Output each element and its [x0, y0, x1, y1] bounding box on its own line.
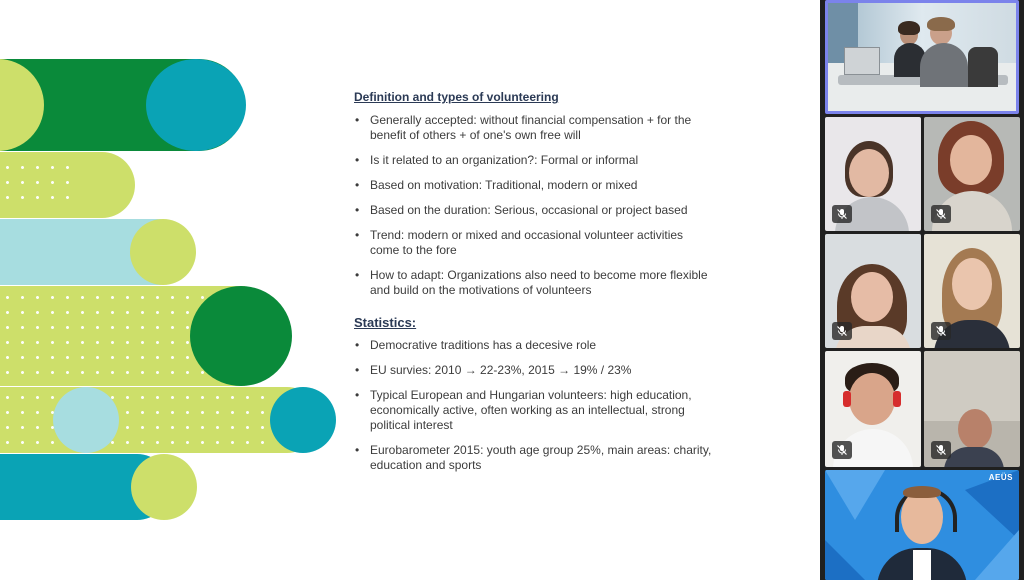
brand-logo: AEÜS: [988, 473, 1013, 482]
video-tile-participant[interactable]: [825, 234, 921, 348]
dot-pattern: [0, 160, 75, 210]
list-item: • Generally accepted: without financial compensation + for the benefit of others + of one's own free will: [354, 113, 714, 143]
video-tile-participant[interactable]: [924, 351, 1020, 467]
microphone-muted-icon: [832, 322, 852, 340]
list-item: • Trend: modern or mixed and occasional volunteer activities come to the fore: [354, 228, 714, 258]
microphone-muted-icon: [931, 322, 951, 340]
dot-pattern: [0, 390, 270, 450]
circle-teal: [146, 59, 246, 151]
participant-gallery: [820, 0, 1024, 580]
statistics-list: [354, 338, 714, 473]
microphone-muted-icon: [832, 205, 852, 223]
video-tile-room[interactable]: [825, 0, 1019, 114]
microphone-muted-icon: [832, 441, 852, 459]
list-item: • Typical European and Hungarian volunteers: high education, economically active, often working as an intellectual, strong political interest: [354, 388, 714, 433]
microphone-muted-icon: [931, 205, 951, 223]
list-item: • How to adapt: Organizations also need to become more flexible and build on the motivations of volunteers: [354, 268, 714, 298]
circle-lime: [130, 219, 196, 285]
list-item: • Based on the duration: Serious, occasional or project based: [354, 203, 714, 218]
definition-heading: Definition and types of volunteering: [354, 90, 559, 104]
statistics-heading: Statistics:: [354, 315, 417, 330]
laptop-icon: [844, 47, 880, 75]
circle-dark-green: [190, 286, 292, 386]
video-tile-participant[interactable]: [825, 117, 921, 231]
circle-teal: [270, 387, 336, 453]
video-tile-participant[interactable]: [924, 234, 1020, 348]
circle-light-teal: [53, 387, 119, 453]
circle-lime: [131, 454, 197, 520]
slide-text: [354, 90, 714, 483]
list-item: • Is it related to an organization?: Formal or informal: [354, 153, 714, 168]
list-item: • Democrative traditions has a decesive role: [354, 338, 714, 353]
video-tile-presenter[interactable]: [825, 470, 1019, 580]
list-item: • EU survies: 2010 → 22-23%, 2015 → 19% / 23%: [354, 363, 714, 378]
definition-list: [354, 113, 714, 298]
microphone-muted-icon: [931, 441, 951, 459]
list-item: • Eurobarometer 2015: youth age group 25%, main areas: charity, education and sports: [354, 443, 714, 473]
video-tile-participant[interactable]: [825, 351, 921, 467]
video-tile-participant[interactable]: [924, 117, 1020, 231]
list-item: • Based on motivation: Traditional, modern or mixed: [354, 178, 714, 193]
